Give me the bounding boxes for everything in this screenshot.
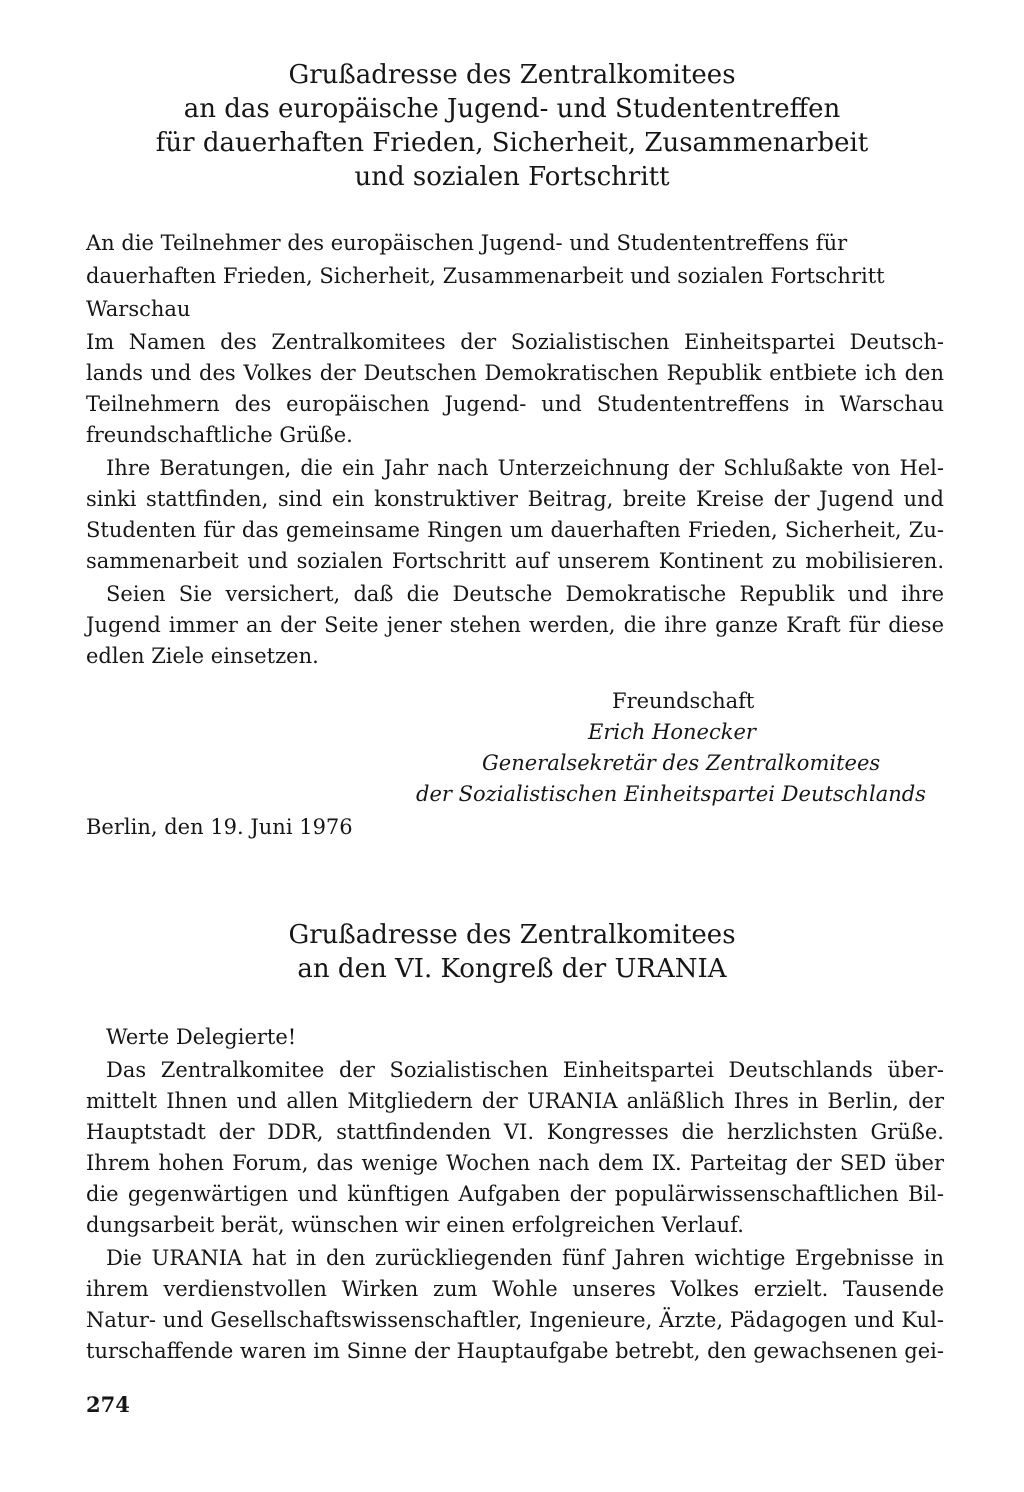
paragraph-line: Das Zentralkomitee der Sozialistischen Einheitspartei Deutschlands über-: [106, 1058, 944, 1082]
closing: Freundschaft: [612, 689, 755, 713]
paragraph-line: freundschaftliche Grüße.: [86, 423, 353, 447]
section2-title: [60, 918, 964, 986]
paragraph-line: Ihre Beratungen, die ein Jahr nach Unterzeichnung der Schlußakte von Hel-: [106, 456, 944, 480]
paragraph-line: ihrem verdienstvollen Wirken zum Wohle unseres Volkes erzielt. Tausende: [86, 1277, 944, 1301]
section1-title-line: für dauerhaften Frieden, Sicherheit, Zusammenarbeit: [155, 128, 869, 158]
paragraph-line: Seien Sie versichert, daß die Deutsche Demokratische Republik und ihre: [106, 582, 944, 606]
paragraph-line: Jugend immer an der Seite jener stehen werden, die ihre ganze Kraft für diese: [86, 613, 944, 637]
page-number: 274: [86, 1392, 130, 1417]
address-line: dauerhaften Frieden, Sicherheit, Zusammenarbeit und sozialen Fortschritt: [86, 264, 885, 288]
salutation: Werte Delegierte!: [106, 1025, 297, 1049]
paragraph-line: Die URANIA hat in den zurückliegenden fünf Jahren wichtige Ergebnisse in: [106, 1246, 944, 1270]
paragraph-line: Ihrem hohen Forum, das wenige Wochen nach dem IX. Parteitag der SED über: [86, 1151, 944, 1175]
section1-title: [60, 58, 964, 194]
paragraph-line: die gegenwärtigen und künftigen Aufgaben der populärwissenschaftlichen Bil-: [86, 1182, 944, 1206]
place-date: Berlin, den 19. Juni 1976: [86, 815, 353, 839]
section1-title-line: und sozialen Fortschritt: [354, 162, 670, 192]
address-line: An die Teilnehmer des europäischen Jugend- und Studententreffens für: [86, 231, 848, 255]
paragraph-line: dungsarbeit berät, wünschen wir einen erfolgreichen Verlauf.: [86, 1213, 744, 1237]
paragraph-line: Hauptstadt der DDR, stattfindenden VI. Kongresses die herzlichsten Grüße.: [86, 1120, 944, 1144]
paragraph-line: Natur- und Gesellschaftswissenschaftler, Ingenieure, Ärzte, Pädagogen und Kul-: [86, 1308, 944, 1332]
section1-title-line: an das europäische Jugend- und Studententreffen: [183, 94, 841, 124]
signer-title: Generalsekretär des Zentralkomitees: [482, 751, 881, 775]
paragraph-line: sammenarbeit und sozialen Fortschritt auf unserem Kontinent zu mobilisieren.: [86, 549, 944, 573]
paragraph-line: lands und des Volkes der Deutschen Demokratischen Republik entbiete ich den: [86, 361, 944, 385]
paragraph-line: Teilnehmern des europäischen Jugend- und Studententreffens in Warschau: [86, 392, 944, 416]
paragraph-line: turschaffende waren im Sinne der Hauptaufgabe betrebt, den gewachsenen gei-: [86, 1339, 944, 1363]
paragraph-line: mittelt Ihnen und allen Mitgliedern der URANIA anläßlich Ihres in Berlin, der: [86, 1089, 944, 1113]
section1-title-line: Grußadresse des Zentralkomitees: [288, 60, 736, 90]
paragraph-line: Im Namen des Zentralkomitees der Sozialistischen Einheitspartei Deutsch-: [86, 330, 944, 354]
address-line: Warschau: [86, 297, 191, 321]
section2-title-line: Grußadresse des Zentralkomitees: [288, 920, 736, 950]
paragraph-line: edlen Ziele einsetzen.: [86, 644, 319, 668]
paragraph-line: Studenten für das gemeinsame Ringen um dauerhaften Frieden, Sicherheit, Zu-: [86, 518, 944, 542]
paragraph-line: sinki stattfinden, sind ein konstruktiver Beitrag, breite Kreise der Jugend und: [86, 487, 944, 511]
section2-title-line: an den VI. Kongreß der URANIA: [297, 954, 727, 984]
signer-title: der Sozialistischen Einheitspartei Deutschlands: [416, 782, 926, 806]
signer-name: Erich Honecker: [588, 720, 756, 744]
